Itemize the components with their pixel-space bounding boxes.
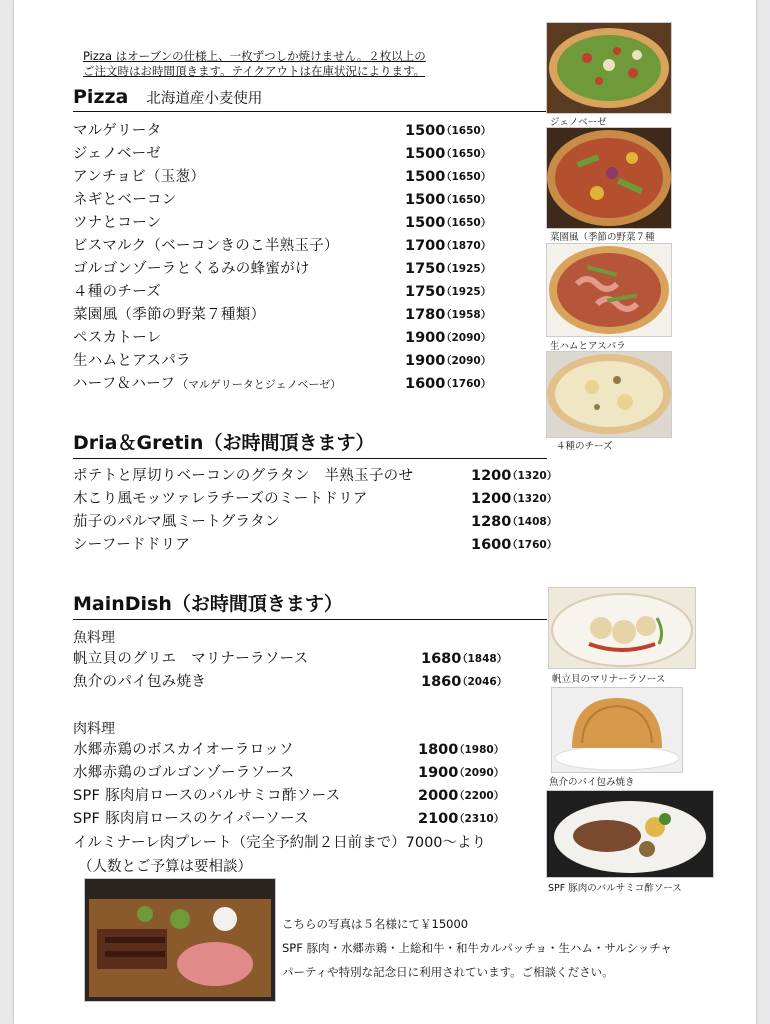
menu-item bbox=[73, 739, 524, 762]
menu-item-name: ネギとベーコン bbox=[73, 192, 177, 208]
menu-item-name: マルゲリータ bbox=[73, 123, 162, 139]
menu-item-name: 生ハムとアスパラ bbox=[73, 353, 191, 369]
menu-item bbox=[73, 511, 577, 534]
menu-item-name: ビスマルク（ベーコンきのこ半熟玉子） bbox=[73, 238, 339, 254]
menu-item-price: 1500 bbox=[405, 169, 446, 185]
meat-category-label: 肉料理 bbox=[73, 721, 115, 737]
menu-item bbox=[73, 281, 511, 304]
pizza-section-title bbox=[73, 86, 547, 112]
menu-item bbox=[73, 166, 511, 189]
menu-item-name: 帆立貝のグリエ マリナーラソース bbox=[73, 651, 309, 667]
menu-item bbox=[73, 235, 511, 258]
menu-item bbox=[73, 488, 577, 511]
menu-item-price: 1500 bbox=[405, 192, 446, 208]
menu-item bbox=[73, 327, 511, 350]
notice bbox=[83, 49, 426, 79]
scallop-caption: 帆立貝のマリナーラソース bbox=[552, 674, 666, 685]
menu-item bbox=[73, 143, 511, 166]
menu-item bbox=[73, 534, 577, 557]
menu-item-name: 菜園風（季節の野菜７種類） bbox=[73, 307, 266, 323]
genovese-caption: ジェノベーゼ bbox=[550, 117, 607, 128]
menu-item-tax-price: （1650） bbox=[441, 194, 492, 206]
info-line: SPF 豚肉・水郷赤鶏・上総和牛・和牛カルパッチョ・生ハム・サルシッチャ bbox=[282, 941, 672, 955]
menu-item bbox=[73, 189, 511, 212]
menu-item-price: 2100 bbox=[418, 811, 459, 827]
menu-page bbox=[14, 0, 756, 1024]
notice-line: Pizza はオーブンの仕様上、一枚ずつしか焼けません。２枚以上の bbox=[83, 49, 426, 63]
pizza-subtitle: 北海道産小麦使用 bbox=[146, 91, 263, 107]
menu-item bbox=[73, 350, 511, 373]
menu-item-price: 1900 bbox=[405, 330, 446, 346]
menu-item-name: ４種のチーズ bbox=[73, 284, 162, 300]
menu-item bbox=[73, 373, 511, 396]
menu-item-tax-price: （1320） bbox=[507, 493, 558, 505]
menu-item-price: 1500 bbox=[405, 146, 446, 162]
scallop-photo bbox=[548, 587, 696, 669]
menu-item-name: ツナとコーン bbox=[73, 215, 162, 231]
menu-item bbox=[73, 258, 511, 281]
menu-item bbox=[73, 785, 524, 808]
doria-section-title: Dria＆Gretin（お時間頂きます） bbox=[73, 428, 547, 459]
menu-item-price: 1280 bbox=[471, 514, 512, 530]
info-line: こちらの写真は５名様にて￥15000 bbox=[282, 917, 469, 931]
menu-item-tax-price: （1650） bbox=[441, 125, 492, 137]
menu-item-note: （マルゲリータとジェノベーゼ） bbox=[177, 378, 342, 391]
menu-item-tax-price: （1925） bbox=[441, 286, 492, 298]
menu-item-name: 水郷赤鶏のゴルゴンゾーラソース bbox=[73, 765, 295, 781]
main-section-title: MainDish（お時間頂きます） bbox=[73, 589, 547, 620]
menu-item-name: 木こり風モッツァレラチーズのミートドリア bbox=[73, 491, 368, 507]
pie-photo bbox=[551, 687, 683, 773]
menu-item-price: 1200 bbox=[471, 491, 512, 507]
prosciutto-caption: 生ハムとアスパラ bbox=[550, 341, 626, 352]
menu-item-name: シーフードドリア bbox=[73, 537, 191, 553]
menu-item-price: 1900 bbox=[405, 353, 446, 369]
menu-item-tax-price: （1848） bbox=[457, 653, 508, 665]
menu-item-name: SPF 豚肉肩ロースのケイパーソース bbox=[73, 811, 309, 827]
pork-caption: SPF 豚肉のバルサミコ酢ソース bbox=[548, 883, 682, 894]
menu-item-name: ハーフ＆ハーフ bbox=[73, 376, 176, 392]
menu-item-price: 1200 bbox=[471, 468, 512, 484]
menu-item-tax-price: （1650） bbox=[441, 217, 492, 229]
pie-caption: 魚介のパイ包み焼き bbox=[549, 777, 635, 788]
menu-item-price: 1700 bbox=[405, 238, 446, 254]
menu-item-tax-price: （1408） bbox=[507, 516, 558, 528]
menu-item-name: SPF 豚肉肩ロースのバルサミコ酢ソース bbox=[73, 788, 341, 804]
pork-photo bbox=[546, 790, 714, 878]
menu-item-name: ゴルゴンゾーラとくるみの蜂蜜がけ bbox=[73, 261, 310, 277]
menu-item bbox=[73, 671, 527, 694]
saien-photo bbox=[546, 127, 672, 229]
menu-item-tax-price: （2090） bbox=[454, 767, 505, 779]
menu-item-price: 1860 bbox=[421, 674, 462, 690]
menu-item bbox=[73, 304, 511, 327]
menu-item-name: ポテトと厚切りベーコンのグラタン 半熟玉子のせ bbox=[73, 468, 414, 484]
menu-item-price: 1600 bbox=[471, 537, 512, 553]
menu-item bbox=[73, 648, 527, 671]
menu-item-name: ペスカトーレ bbox=[73, 330, 162, 346]
menu-item-price: 1600 bbox=[405, 376, 446, 392]
pizza-title: Pizza bbox=[73, 86, 129, 108]
menu-item-price: 1800 bbox=[418, 742, 459, 758]
four-cheese-caption: ４種のチーズ bbox=[556, 441, 613, 452]
menu-item-price: 1500 bbox=[405, 123, 446, 139]
menu-item-name: ジェノベーゼ bbox=[73, 146, 161, 162]
menu-item-price: 1750 bbox=[405, 284, 446, 300]
menu-item bbox=[73, 120, 511, 143]
menu-item-tax-price: （2310） bbox=[454, 813, 505, 825]
menu-item-name: 魚介のパイ包み焼き bbox=[73, 674, 207, 690]
menu-item bbox=[73, 212, 511, 235]
menu-item-price: 1680 bbox=[421, 651, 462, 667]
platter-note: （人数とご予算は要相談） bbox=[78, 859, 252, 875]
prosciutto-photo bbox=[546, 243, 672, 337]
menu-item-tax-price: （1870） bbox=[441, 240, 492, 252]
four-cheese-photo bbox=[546, 351, 672, 438]
menu-item-name: 茄子のパルマ風ミートグラタン bbox=[73, 514, 280, 530]
platter-photo bbox=[84, 878, 276, 1002]
menu-item-tax-price: （1320） bbox=[507, 470, 558, 482]
menu-item-tax-price: （2090） bbox=[441, 355, 492, 367]
menu-item-name: アンチョビ（玉葱） bbox=[73, 169, 206, 185]
menu-item bbox=[73, 808, 524, 831]
info-line: パーティや特別な記念日に利用されています。ご相談ください。 bbox=[282, 965, 614, 979]
genovese-photo bbox=[546, 22, 672, 114]
menu-item-tax-price: （1760） bbox=[441, 378, 492, 390]
menu-item bbox=[73, 465, 577, 488]
menu-item-tax-price: （1925） bbox=[441, 263, 492, 275]
menu-item-tax-price: （1980） bbox=[454, 744, 505, 756]
platter-item: イルミナーレ肉プレート（完全予約制２日前まで）7000～より bbox=[73, 835, 487, 851]
menu-item-tax-price: （1650） bbox=[441, 148, 492, 160]
menu-item-tax-price: （1760） bbox=[507, 539, 558, 551]
menu-item bbox=[73, 762, 524, 785]
menu-item-price: 1500 bbox=[405, 215, 446, 231]
menu-item-price: 2000 bbox=[418, 788, 459, 804]
notice-line: ご注文時はお時間頂きます。テイクアウトは在庫状況によります。 bbox=[83, 64, 426, 78]
menu-item-price: 1780 bbox=[405, 307, 446, 323]
menu-item-tax-price: （1958） bbox=[441, 309, 492, 321]
menu-item-price: 1900 bbox=[418, 765, 459, 781]
menu-item-tax-price: （2046） bbox=[457, 676, 508, 688]
menu-item-tax-price: （2200） bbox=[454, 790, 505, 802]
fish-category-label: 魚料理 bbox=[73, 630, 115, 646]
menu-item-price: 1750 bbox=[405, 261, 446, 277]
menu-item-tax-price: （1650） bbox=[441, 171, 492, 183]
menu-item-tax-price: （2090） bbox=[441, 332, 492, 344]
saien-caption: 菜園風（季節の野菜７種 bbox=[550, 232, 655, 243]
menu-item-name: 水郷赤鶏のボスカイオーラロッソ bbox=[73, 742, 294, 758]
